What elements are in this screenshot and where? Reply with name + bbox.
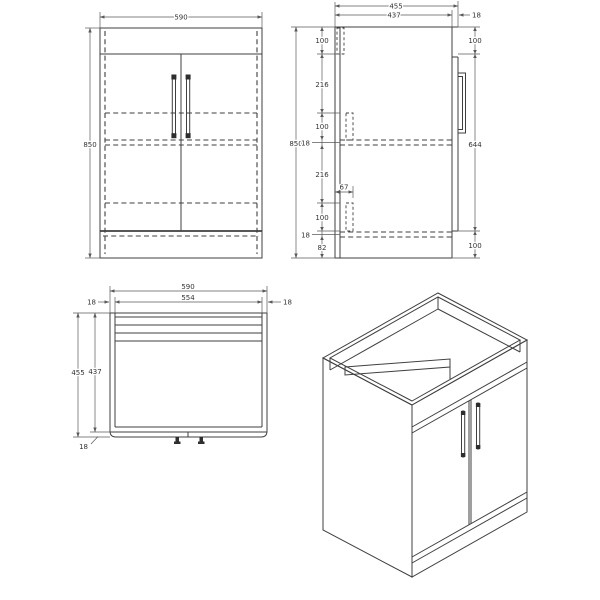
- plan-right-handle: [198, 437, 205, 444]
- iso-left-door-handle: [461, 411, 465, 457]
- dim-side-bottom-panel: 18: [301, 231, 310, 240]
- dim-side-shelf-thickness: 18: [301, 139, 310, 148]
- side-handle-profile: [458, 73, 466, 133]
- dim-side-depth-carcass: 437: [387, 11, 401, 20]
- dim-side-door-thickness: 18: [472, 11, 481, 20]
- dim-plan-panel-right: 18: [283, 298, 292, 307]
- dim-plan-width-internal: 554: [181, 294, 195, 302]
- iso-side-panel: [323, 358, 412, 577]
- dim-side-bracket-offset: 67: [339, 183, 349, 192]
- front-left-door-handle: [171, 75, 176, 139]
- iso-top-face: [323, 293, 527, 405]
- dim-plan-panel-left: 18: [87, 298, 96, 307]
- plan-view: [71, 283, 292, 451]
- dim-side-front-rail: 100: [468, 37, 482, 45]
- dim-plan-door-thickness: 18: [79, 443, 88, 451]
- dim-plan-width-overall: 590: [181, 283, 195, 291]
- dim-front-height: 850: [83, 141, 97, 149]
- side-door-profile: [452, 57, 458, 231]
- dim-side-upper-bracket: 100: [315, 123, 329, 131]
- dim-side-lower-gap: 216: [315, 171, 329, 179]
- side-bracket-bottom: [346, 203, 353, 231]
- dim-side-plinth-height: 100: [468, 242, 482, 250]
- plan-left-handle: [174, 437, 181, 444]
- dim-plan-depth-carcass: 437: [88, 368, 102, 376]
- side-bracket-middle: [346, 113, 353, 140]
- front-view: [83, 12, 262, 258]
- dim-side-lower-bracket: 100: [315, 214, 329, 222]
- front-right-door-handle: [186, 75, 191, 139]
- iso-right-door-handle: [476, 403, 480, 449]
- plan-cabinet-outline: [110, 313, 267, 437]
- isometric-view: [323, 293, 527, 577]
- dim-plan-depth-overall: 455: [71, 369, 85, 377]
- dim-side-depth-overall: 455: [389, 2, 403, 11]
- dim-side-height-overall: 850: [289, 140, 303, 148]
- dim-side-top-rail: 100: [315, 37, 329, 45]
- dim-front-width: 590: [174, 13, 188, 22]
- iso-internal-rail: [345, 359, 450, 379]
- side-view: [289, 1, 482, 258]
- dim-side-door-height: 644: [468, 141, 482, 149]
- iso-top-rim-inner: [330, 297, 520, 401]
- dim-side-upper-gap: 216: [315, 81, 329, 89]
- dim-side-plinth-recess: 82: [317, 244, 327, 252]
